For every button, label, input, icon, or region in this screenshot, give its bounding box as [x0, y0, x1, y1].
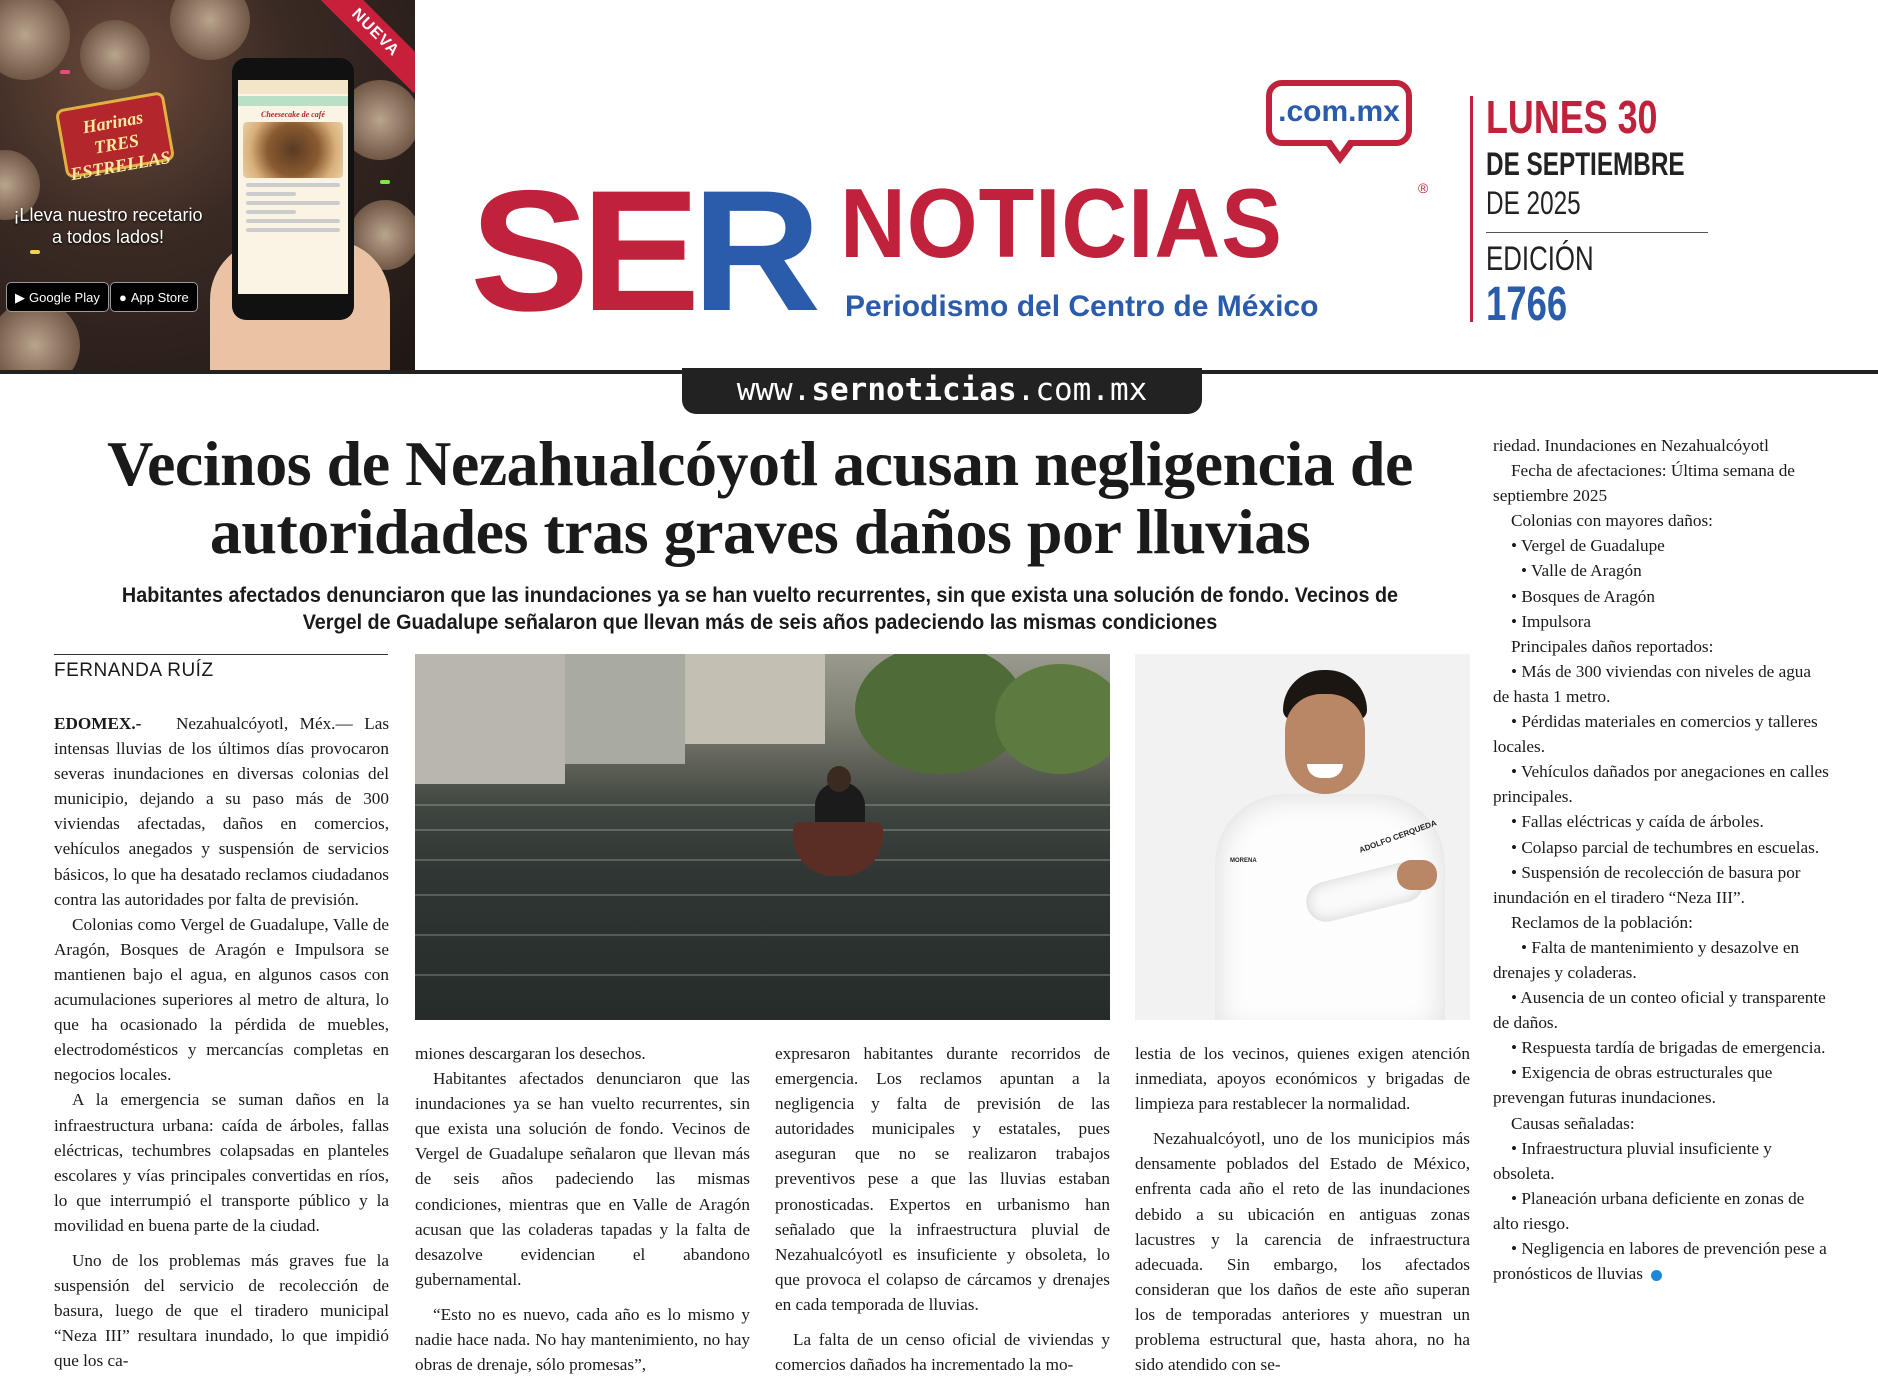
- ad-slogan: ¡Lleva nuestro recetario a todos lados!: [13, 205, 203, 247]
- date-year: DE 2025: [1486, 185, 1581, 221]
- person-head: [827, 766, 851, 792]
- fact-box-column: [1493, 433, 1830, 1286]
- fact-bullet: • Pérdidas materiales en comercios y talleres locales.: [1493, 712, 1818, 757]
- date-divider: [1470, 96, 1473, 322]
- floating-tub: [793, 822, 883, 876]
- byline-rule: [54, 654, 388, 655]
- byline-author: FERNANDA RUÍZ: [54, 660, 214, 681]
- date-day: LUNES 30: [1486, 91, 1658, 143]
- domain-speech-bubble: .com.mx: [1266, 80, 1412, 146]
- paragraph: Nezahualcóyotl, Méx.— Las intensas lluvias de los últimos días provocaron severas inundaciones en diversas colonias del municipio, dejando a su paso más de 300 viviendas afectadas, daños en comercios, vehículos anegados y suspensión de servicios básicos, lo que ha desatado reclamos ciudadanos contra las autoridades por falta de previsión.: [54, 714, 390, 909]
- fact-bullet: • Exigencia de obras estructurales que prevengan futuras inundaciones.: [1493, 1063, 1773, 1108]
- registered-mark: ®: [1418, 180, 1429, 196]
- edition-number: 1766: [1486, 278, 1568, 331]
- paragraph: A la emergencia se suman daños en la infraestructura urbana: caída de árboles, fallas eléctricas, techumbres colapsadas en planteles escolares y vías principales convertidas en ríos, lo que interrumpió el transporte público y la movilidad en buena parte de la ciudad.: [54, 1090, 389, 1235]
- fact-line: riedad. Inundaciones en Nezahualcóyotl: [1493, 436, 1769, 455]
- fact-heading: Principales daños reportados:: [1511, 636, 1714, 656]
- phone-mockup: [232, 58, 354, 320]
- fact-bullet: • Negligencia en labores de prevención pese a pronósticos de lluvias: [1493, 1239, 1827, 1284]
- cheesecake-image: [243, 122, 343, 178]
- politician-portrait-photo: [1135, 654, 1470, 1020]
- article-headline: Vecinos de Nezahualcóyotl acusan negligencia de autoridades tras graves daños por lluvias: [107, 428, 1413, 567]
- edition-label: EDICIÓN: [1486, 240, 1594, 278]
- paragraph: Nezahualcóyotl, uno de los municipios más densamente poblados del Estado de México, enfrenta cada año el reto de las inundaciones debido a su ubicación en antiguas zonas lacustres y la carencia de infraestructura adecuada. Sin embargo, los afectados consideran que los daños de este año superan los de temporadas anteriores y muestran un problema estructural que, hasta ahora, no ha sido atendido con se-: [1135, 1129, 1470, 1375]
- flour-brand-logo: Harinas TRES ESTRELLAS: [55, 91, 175, 179]
- play-store-icon: ▶: [15, 290, 25, 305]
- paragraph: lestia de los vecinos, quienes exigen atención inmediata, apoyos económicos y brigadas de limpieza para restablecer la normalidad.: [1135, 1044, 1470, 1114]
- fact-bullet: • Más de 300 viviendas con niveles de agua de hasta 1 metro.: [1493, 661, 1812, 706]
- article-column-3: [775, 1041, 1110, 1377]
- url-prefix: www.: [736, 372, 812, 408]
- fact-bullet: • Planeación urbana deficiente en zonas de alto riesgo.: [1493, 1188, 1805, 1233]
- flooded-street-photo: [415, 654, 1110, 1020]
- fact-line: Fecha de afectaciones: Última semana de septiembre 2025: [1493, 461, 1795, 506]
- edition-divider: [1486, 232, 1708, 233]
- new-badge: NUEVA: [315, 0, 415, 93]
- paragraph: Habitantes afectados denunciaron que las inundaciones ya se han vuelto recurrentes, sin que exista una solución de fondo. Vecinos de Vergel de Guadalupe señalaron que llevan más de seis años padeciendo las mismas condiciones, mientras que en Valle de Aragón acusan que las coladeras tapadas y la falta de desazolve evidencian el abandono gubernamental.: [415, 1069, 750, 1289]
- google-play-label: Google Play: [29, 290, 100, 305]
- fact-bullet: • Respuesta tardía de brigadas de emergencia.: [1511, 1038, 1826, 1058]
- paragraph: La falta de un censo oficial de viviendas y comercios dañados ha incrementado la mo-: [775, 1330, 1110, 1375]
- logo-ser[interactable]: SER: [470, 155, 813, 347]
- fact-bullet: • Bosques de Aragón: [1511, 586, 1655, 606]
- fact-heading: Causas señaladas:: [1511, 1113, 1635, 1133]
- fact-bullet: • Falta de mantenimiento y desazolve en drenajes y coladeras.: [1493, 937, 1800, 982]
- app-store-label: App Store: [130, 290, 189, 305]
- fact-bullet: • Valle de Aragón: [1521, 561, 1642, 581]
- google-play-button[interactable]: [6, 282, 109, 312]
- fact-bullet: • Colapso parcial de techumbres en escuelas.: [1511, 837, 1820, 857]
- paragraph: Colonias como Vergel de Guadalupe, Valle de Aragón, Bosques de Aragón e Impulsora se mantienen bajo el agua, en algunos casos con acumulaciones superiores al metro de altura, lo que ha ocasionado la pérdida de muebles, electrodomésticos y mercancías completas en negocios locales.: [54, 914, 389, 1085]
- fact-heading: Reclamos de la población:: [1511, 912, 1693, 932]
- speech-bubble-tail-inner: [1330, 138, 1350, 152]
- shirt-party-label: MORENA: [1230, 858, 1257, 864]
- fact-bullet: • Infraestructura pluvial insuficiente y obsoleta.: [1493, 1138, 1772, 1183]
- url-brand: sernoticias: [811, 372, 1017, 408]
- dateline: EDOMEX.-: [54, 714, 142, 733]
- app-advertisement[interactable]: [0, 0, 415, 370]
- apple-icon: ●: [119, 290, 127, 305]
- fact-bullet: • Fallas eléctricas y caída de árboles.: [1511, 812, 1764, 832]
- date-month: DE SEPTIEMBRE: [1486, 146, 1685, 182]
- end-of-article-dot-icon: [1651, 1270, 1662, 1281]
- fact-bullet: • Impulsora: [1511, 611, 1592, 631]
- paragraph: miones descargaran los desechos.: [415, 1044, 646, 1063]
- article-column-4: [1135, 1041, 1470, 1377]
- shirt-name-label: ADOLFO CERQUEDA: [1357, 818, 1438, 855]
- masthead-tagline: Periodismo del Centro de México: [845, 290, 1319, 323]
- fact-bullet: • Vergel de Guadalupe: [1511, 536, 1665, 556]
- website-url[interactable]: [682, 368, 1202, 414]
- article-column-1: [54, 711, 389, 1373]
- article-column-2: [415, 1041, 750, 1377]
- url-suffix: .com.mx: [1016, 372, 1148, 408]
- fact-bullet: • Suspensión de recolección de basura por inundación en el tiradero “Neza III”.: [1493, 862, 1801, 907]
- paragraph: “Esto no es nuevo, cada año es lo mismo y nadie hace nada. No hay mantenimiento, no hay obras de drenaje, sólo promesas”,: [415, 1304, 750, 1375]
- app-store-button[interactable]: [110, 282, 198, 312]
- paragraph: Uno de los problemas más graves fue la suspensión del servicio de recolección de basura, luego de que el tiradero municipal “Neza III” resultara inundado, lo que impidió que los ca-: [54, 1250, 389, 1371]
- logo-noticias[interactable]: NOTICIAS: [840, 168, 1283, 278]
- fact-bullet: • Vehículos dañados por anegaciones en calles principales.: [1493, 762, 1829, 807]
- phone-recipe-title: Cheesecake de café: [261, 110, 325, 119]
- article-subhead: Habitantes afectados denunciaron que las inundaciones ya se han vuelto recurrentes, sin que exista una solución de fondo. Vecinos de Vergel de Guadalupe señalaron que llevan más de seis años padeciendo las mismas condiciones: [121, 583, 1399, 634]
- fact-heading: Colonias con mayores daños:: [1511, 511, 1713, 531]
- paragraph: expresaron habitantes durante recorridos de emergencia. Los reclamos apuntan a la negligencia y falta de previsión de las autoridades municipales y estatales, pues aseguran que no se realizaron trabajos preventivos pese a que las lluvias estaban pronosticadas. Expertos en urbanismo han señalado que la infraestructura pluvial de Nezahualcóyotl es insuficiente y obsoleta, lo que provoca el colapso de cárcamos y drenajes en cada temporada de lluvias.: [775, 1044, 1110, 1314]
- fact-bullet: • Ausencia de un conteo oficial y transparente de daños.: [1493, 988, 1826, 1033]
